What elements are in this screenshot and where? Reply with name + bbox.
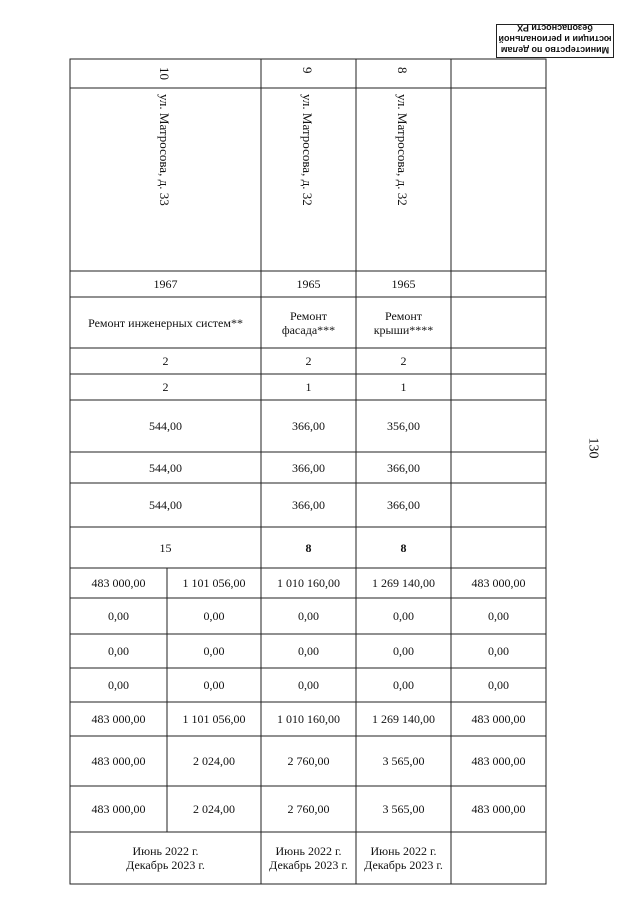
area-1-10: 544,00: [149, 419, 182, 433]
period-end: Декабрь 2023 г.: [126, 858, 205, 872]
sum-8-3: 0,00: [393, 678, 414, 692]
area-3-9: 366,00: [292, 498, 325, 512]
sum-8-4: 1 269 140,00: [372, 712, 435, 726]
work-type-8: Ремонт крыши****: [373, 308, 434, 337]
sum-10a-3: 0,00: [108, 678, 129, 692]
period-start: Июнь 2022 г.: [132, 844, 199, 858]
period-start: Июнь 2022 г.: [370, 844, 437, 858]
year-9: 1965: [296, 277, 321, 291]
sum-10a-4: 483 000,00: [91, 712, 146, 726]
sum-extra-3: 0,00: [488, 678, 509, 692]
address-10: ул. Матросова, д. 33: [157, 94, 172, 206]
sum-extra-4: 483 000,00: [471, 712, 526, 726]
year-10: 1967: [153, 277, 178, 291]
value-row-1-9: 2: [305, 354, 312, 368]
area-2-10: 544,00: [149, 460, 182, 475]
stamp-line: юстиции и региональной: [498, 34, 612, 44]
area-2-8: 366,00: [387, 460, 420, 475]
sum-8-1: 0,00: [393, 609, 414, 623]
sum-10a-1: 0,00: [108, 609, 129, 623]
sum-10a-6: 483 000,00: [91, 802, 146, 816]
area-1-9: 366,00: [292, 419, 325, 433]
sum-9-0: 1 010 160,00: [277, 576, 340, 590]
sum-extra-0: 483 000,00: [471, 576, 526, 590]
sum-10b-1: 0,00: [203, 609, 225, 623]
sum-10b-5: 2 024,00: [193, 754, 235, 768]
sum-10b-2: 0,00: [203, 644, 225, 658]
sum-9-2: 0,00: [298, 644, 319, 658]
sum-9-3: 0,00: [298, 678, 319, 692]
page-number: 130: [585, 437, 601, 459]
value-row-3-10: 15: [159, 540, 172, 555]
period-end: Декабрь 2023 г.: [364, 858, 443, 872]
period-10: [70, 832, 261, 884]
sum-10b-0: 1 101 056,00: [182, 576, 246, 590]
sum-8-0: 1 269 140,00: [372, 576, 435, 590]
sum-extra-5: 483 000,00: [471, 754, 526, 768]
value-row-3-9: 8: [305, 540, 312, 555]
col-number-8: 8: [395, 67, 410, 74]
sum-9-4: 1 010 160,00: [277, 712, 340, 726]
work-type-10: Ремонт инженерных систем**: [88, 315, 243, 330]
address-8: ул. Матросова, д. 32: [395, 94, 410, 206]
col-number-10: 10: [157, 67, 172, 80]
work-type-9: Ремонт фасада***: [281, 308, 336, 337]
area-2-9: 366,00: [292, 460, 325, 475]
period-end: Декабрь 2023 г.: [269, 858, 348, 872]
value-row-1-8: 2: [400, 354, 407, 368]
sum-9-6: 2 760,00: [287, 802, 330, 816]
period-8: [356, 832, 451, 884]
sum-10a-5: 483 000,00: [91, 754, 146, 768]
area-3-10: 544,00: [149, 498, 182, 512]
value-row-1-10: 2: [162, 354, 169, 368]
period-9: [261, 832, 356, 884]
sum-9-5: 2 760,00: [287, 754, 330, 768]
value-row-2-9: 1: [305, 380, 312, 394]
area-3-8: 366,00: [387, 498, 420, 512]
sum-10a-2: 0,00: [108, 644, 129, 658]
value-row-2-10: 2: [162, 380, 169, 394]
sum-9-1: 0,00: [298, 609, 319, 623]
sum-10b-3: 0,00: [203, 678, 225, 692]
sum-extra-1: 0,00: [488, 609, 509, 623]
sum-8-2: 0,00: [393, 644, 414, 658]
year-8: 1965: [391, 277, 416, 291]
sum-8-5: 3 565,00: [382, 754, 425, 768]
sum-10b-4: 1 101 056,00: [182, 712, 246, 726]
sum-10b-6: 2 024,00: [193, 802, 235, 816]
stamp-line: Министерство по делам: [500, 45, 610, 55]
address-9: ул. Матросова, д. 32: [300, 94, 315, 206]
area-1-8: 356,00: [387, 419, 420, 433]
col-number-9: 9: [300, 67, 315, 74]
sum-10a-0: 483 000,00: [91, 576, 146, 590]
stamp-line: безопасности РХ: [517, 23, 593, 33]
sum-8-6: 3 565,00: [382, 802, 425, 816]
sum-extra-6: 483 000,00: [471, 802, 526, 816]
period-start: Июнь 2022 г.: [275, 844, 342, 858]
value-row-3-8: 8: [400, 540, 407, 555]
sum-extra-2: 0,00: [488, 644, 509, 658]
value-row-2-8: 1: [400, 380, 407, 394]
